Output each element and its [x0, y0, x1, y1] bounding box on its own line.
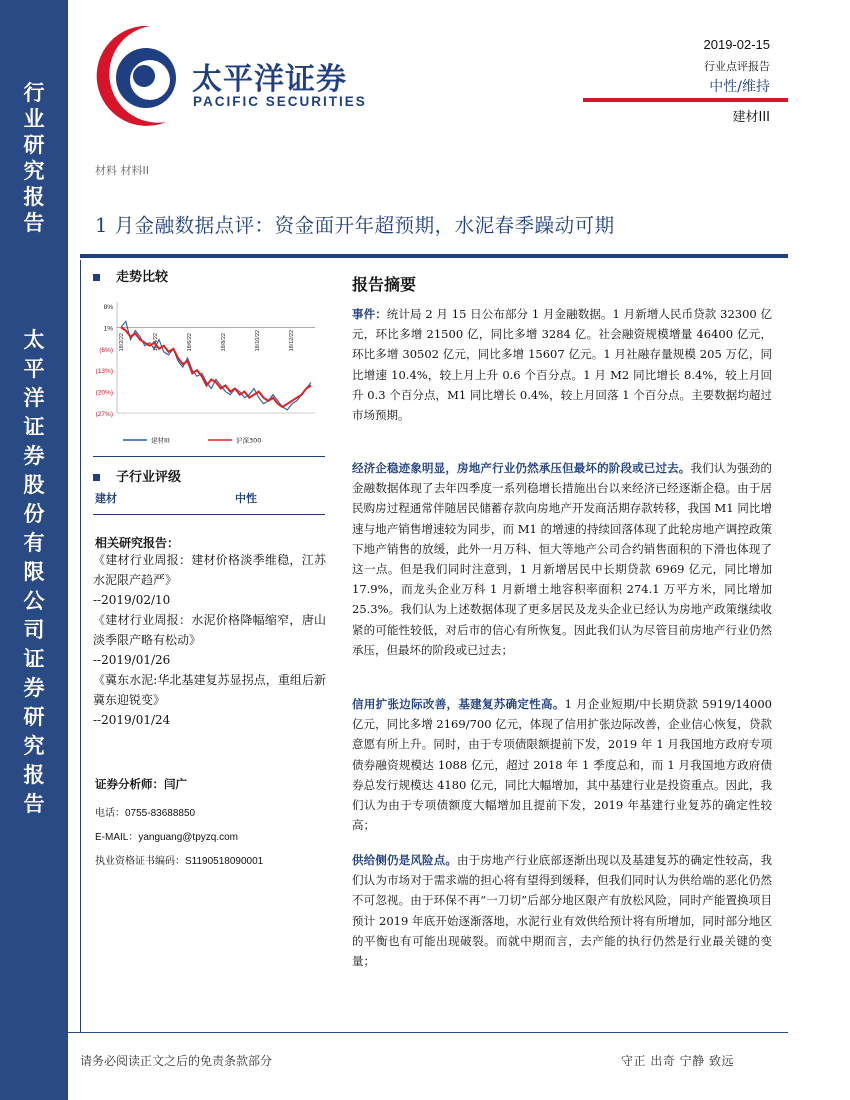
series-line [121, 321, 311, 410]
related-item-title[interactable]: 《冀东水泥:华北基建复苏显拐点，重组后新冀东迎锐变》 [93, 673, 326, 707]
x-tick-label: 18/4/22 [153, 333, 159, 352]
section-divider [93, 456, 325, 457]
band-bottom-char: 究 [23, 733, 45, 758]
company-name-cn: 太平洋证券 [192, 62, 347, 97]
para-lead: 供给侧仍是风险点。 [352, 853, 458, 867]
subrating-heading: 子行业评级 [93, 466, 181, 485]
legend-label: 沪深300 [236, 436, 262, 445]
analyst-name: 证券分析师：闫广 [95, 777, 187, 791]
industry-rating: 中性/维持 [709, 79, 770, 95]
company-name-en: PACIFIC SECURITIES [193, 94, 367, 109]
x-tick-label: 18/10/22 [255, 329, 261, 352]
column-divider [80, 260, 81, 1032]
footer-rule [68, 1032, 788, 1033]
para-lead: 事件： [352, 307, 387, 321]
band-bottom-char: 报 [23, 762, 45, 787]
x-tick-label: 18/2/22 [119, 333, 125, 352]
band-top-char: 行 [23, 80, 45, 105]
summary-para-economy [352, 458, 772, 660]
analyst-phone: 电话：0755-83688850 [95, 808, 196, 819]
footer-motto: 守正 出奇 宁静 致远 [621, 1054, 734, 1068]
band-bottom-char: 券 [23, 675, 45, 700]
related-item-date: --2019/01/26 [93, 653, 171, 667]
band-top-char: 究 [23, 158, 45, 183]
band-top-char: 报 [23, 184, 45, 209]
band-bottom-char: 研 [23, 704, 45, 729]
summary-heading: 报告摘要 [352, 275, 417, 294]
trend-heading: 走势比较 [93, 266, 168, 285]
y-tick-label: 1% [103, 325, 113, 333]
band-bottom-char: 平 [23, 356, 45, 381]
band-bottom-char: 有 [23, 530, 45, 555]
x-tick-label: 18/6/22 [187, 333, 193, 352]
band-bottom-char: 券 [23, 443, 45, 468]
related-list [93, 550, 326, 730]
x-tick-label: 18/8/22 [221, 333, 227, 352]
para-lead: 经济企稳迹象明显，房地产行业仍然承压但最坏的阶段或已过去。 [352, 461, 691, 475]
company-logo [88, 20, 188, 130]
legend-label: 建材III [151, 436, 170, 445]
header-red-rule [583, 98, 788, 102]
para-text: 我们认为强劲的金融数据体现了去年四季度一系列稳增长措施出台以来经济已经逐渐企稳。由于居民购房过程通常伴随居民储蓄存款向房地产开发商活期存款转移，我国 M1 同比增速与地产销售增速较为同步，而 M1 的增速的持续回落体现了此轮房地产调控政策下地产销售的放缓，此外一月万科、恒大等地产公司合约销售面积的下滑也体现了这一点。但是我们同时注意到，1 月新增居民中长期贷款 6969 亿元，同比增加 17.9%，而龙头企业万科 1 月新增土地容积率面积 274.1 万平方米，同比增加 25.3%。我们认为上述数据体现了更多居民及龙头企业已经认为房地产政策继续收紧的可能性较低，对后市的信心有所恢复。因此我们认为尽管目前房地产行业仍然承压，但最坏的阶段或已过去； [352, 461, 772, 657]
summary-para-event [352, 304, 772, 425]
trend-chart [95, 298, 320, 458]
y-tick-label: (20%) [95, 389, 113, 397]
y-tick-label: (27%) [95, 411, 113, 418]
related-item-title[interactable]: 《建材行业周报：建材价格淡季维稳，江苏水泥限产趋严》 [93, 553, 326, 587]
breadcrumb: 材料 材料II [95, 164, 149, 177]
x-tick-label: 18/12/22 [289, 329, 295, 352]
y-tick-label: 8% [103, 304, 113, 311]
band-bottom-char: 证 [23, 414, 45, 439]
analyst-cert: 执业资格证书编码：S1190518090001 [95, 856, 264, 867]
band-bottom-char: 公 [23, 588, 45, 613]
related-item-date: --2019/01/24 [93, 713, 171, 727]
band-top-char: 业 [23, 106, 45, 131]
band-top-char: 告 [23, 210, 45, 235]
para-lead: 信用扩张边际改善，基建复苏确定性高。 [352, 697, 565, 711]
band-bottom-char: 限 [23, 559, 45, 584]
related-item-date: --2019/02/10 [93, 593, 171, 607]
title-rule [80, 254, 788, 258]
subrating-name: 建材 [95, 492, 117, 505]
analyst-email[interactable]: E-MAIL：yanguang@tpyzq.com [95, 832, 238, 843]
para-text: 1 月企业短期/中长期贷款 5919/14000 亿元，同比多增 2169/700 亿元，体现了信用扩张边际改善，企业信心恢复，贷款意愿有所上升。同时，由于专项债限额提前下发，2019 年 1 月我国地方政府专项债券融资规模达 1088 亿元，超过 2018 年 1 季度总和，而 1 月我国地方政府债券总发行规模达 4180 亿元，同比大幅增加，其中基建行业是投资重点。因此，我们认为由于专项债额度大幅增加且提前下发，2019 年基建行业复苏的确定性较高； [352, 697, 772, 833]
sector-label: 建材III [732, 110, 770, 125]
band-bottom-text [0, 325, 68, 818]
section-divider [93, 514, 325, 515]
band-bottom-char: 份 [23, 501, 45, 526]
summary-para-supply [352, 850, 772, 971]
report-date: 2019-02-15 [703, 37, 770, 52]
square-bullet-icon [93, 474, 100, 481]
band-top-char: 研 [23, 132, 45, 157]
y-tick-label: (6%) [99, 346, 113, 354]
summary-para-credit [352, 694, 772, 835]
series-line [121, 327, 311, 407]
subrating-value: 中性 [235, 492, 257, 505]
band-bottom-char: 司 [23, 617, 45, 642]
para-text: 统计局 2 月 15 日公布部分 1 月金融数据。1 月新增人民币贷款 32300 亿元，环比多增 21500 亿，同比多增 3284 亿。社会融资规模增量 46400 亿元，环比多增 30502 亿元，同比多增 15607 亿元。1 月社融存量规模 205 万亿，同比增速 10.4%，较上月上升 0.6 个百分点。1 月 M2 同比增长 8.4%，较上月回升 0.3 个百分点，M1 同比增长 0.4%，较上月回落 1 个百分点。主要数据均超过市场预期。 [352, 307, 772, 423]
band-bottom-char: 太 [23, 327, 45, 352]
related-item-title[interactable]: 《建材行业周报：水泥价格降幅缩窄，唐山淡季限产略有松动》 [93, 613, 326, 647]
square-bullet-icon [93, 274, 100, 281]
y-tick-label: (13%) [95, 368, 113, 376]
report-type: 行业点评报告 [704, 60, 770, 73]
band-bottom-char: 洋 [23, 385, 45, 410]
page-title: 1 月金融数据点评：资金面开年超预期，水泥春季躁动可期 [95, 214, 615, 237]
band-top-text [0, 80, 68, 236]
footer-disclaimer: 请务必阅读正文之后的免责条款部分 [80, 1054, 273, 1068]
band-bottom-char: 证 [23, 646, 45, 671]
para-text: 由于房地产行业底部逐渐出现以及基建复苏的确定性较高，我们认为市场对于需求端的担心将有望得到缓释，但我们同时认为供给端的恶化仍然不可忽视。由于环保不再“一刀切”后部分地区限产有放松风险，同时产能置换项目预计 2019 年底开始逐渐落地，水泥行业有效供给预计将有所增加，同时部分地区的平衡也有可能出现破裂。而就中期而言，去产能的执行仍然是行业最关键的变量； [352, 853, 773, 969]
band-bottom-char: 股 [23, 472, 45, 497]
band-bottom-char: 告 [23, 791, 45, 816]
related-heading: 相关研究报告： [95, 536, 180, 550]
